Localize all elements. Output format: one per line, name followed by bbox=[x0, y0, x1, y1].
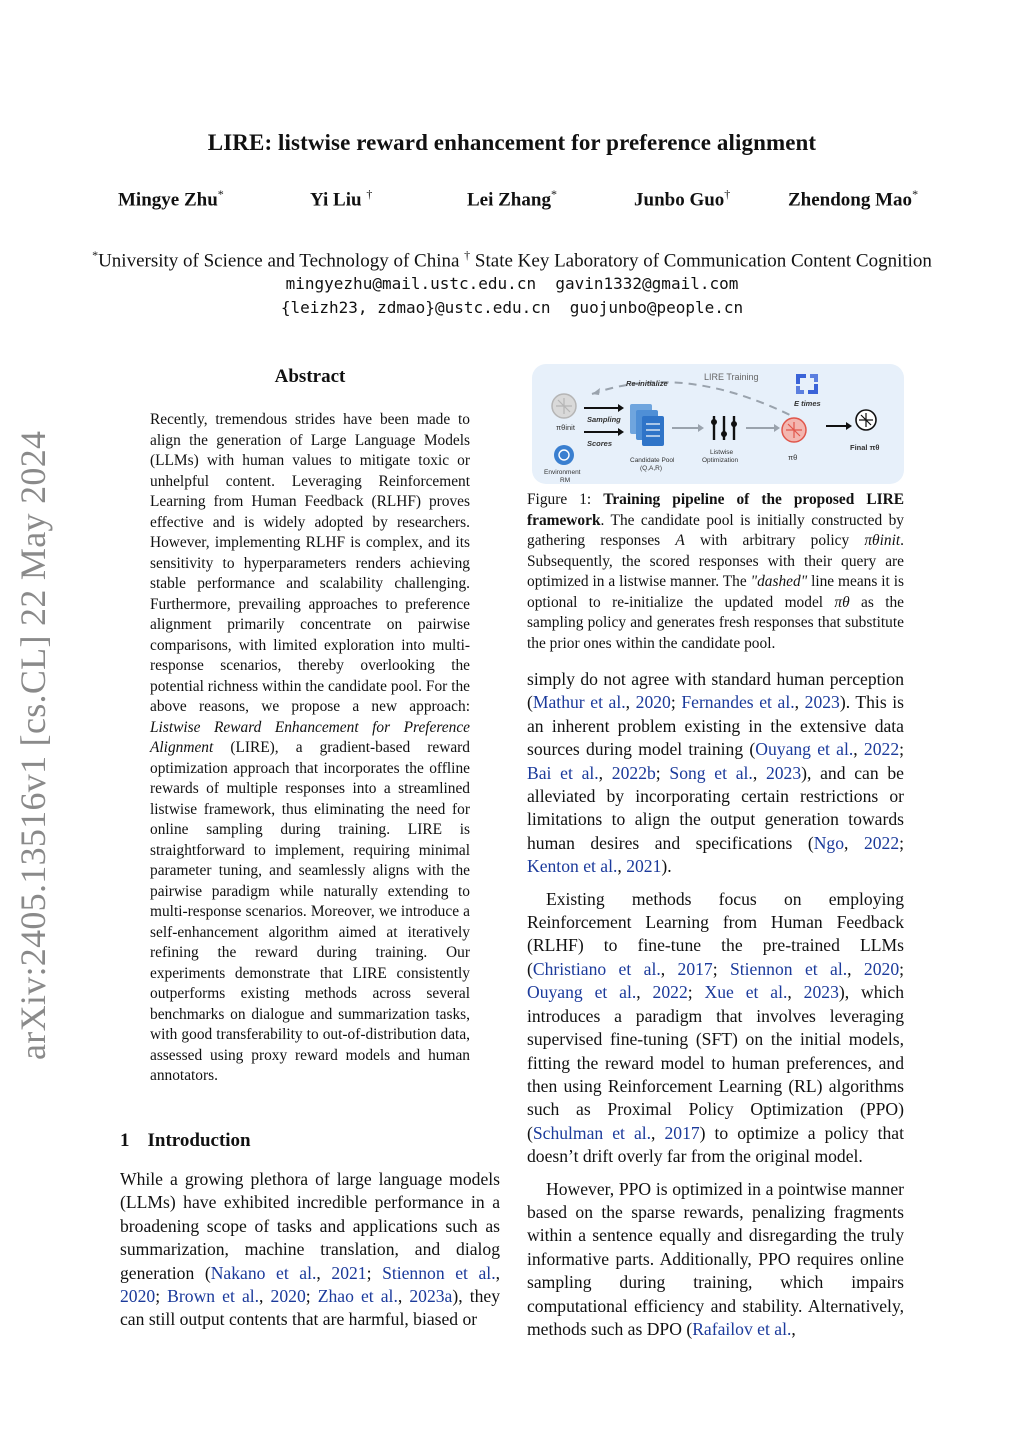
email-line-1: mingyezhu@mail.ustc.edu.cn gavin1332@gmail.com bbox=[285, 274, 739, 293]
refresh-icon bbox=[796, 374, 818, 394]
arxiv-stamp: arXiv:2405.13516v1 [cs.CL] 22 May 2024 bbox=[13, 430, 53, 1060]
scores-label: Scores bbox=[587, 439, 613, 448]
right-paragraph-2: Existing methods focus on employing Reinforcement Learning from Human Feedback (RLHF) to fine-tune the pre-trained LLMs (Christiano et al., 2017; Stiennon et al., 2020; Ouyang et al., 2022; Xue et al., 2023), which introduces a paradigm that involves leveraging supervised fine-tuning (SFT) on the initial models, fitting the reward model to human preferences, and then using Reinforcement Learning (RL) algorithms such as Proximal Policy Optimization (PPO) (Schulman et al., 2017) to optimize a policy that doesn’t drift overly far from the original model. bbox=[527, 888, 904, 1167]
listwise-label: Listwise bbox=[710, 449, 734, 456]
author-5: Zhendong Mao* bbox=[788, 187, 919, 211]
optimization-label: Optimization bbox=[702, 457, 739, 464]
environment-label: Environment bbox=[544, 469, 581, 476]
right-column-body bbox=[527, 668, 904, 1341]
author-4: Junbo Guo† bbox=[634, 187, 731, 211]
affiliations: *University of Science and Technology of China † State Key Laboratory of Communication Content Cognition bbox=[92, 248, 932, 272]
author-3: Lei Zhang* bbox=[467, 187, 557, 211]
author-2: Yi Liu † bbox=[310, 187, 373, 211]
pi-theta-label: πθ bbox=[788, 453, 798, 462]
right-paragraph-1: simply do not agree with standard human perception (Mathur et al., 2020; Fernandes et al., 2023). This is an inherent problem existing in the extensive data sources during model training (Ouyang et al., 2022; Bai et al., 2022b; Song et al., 2023), and can be alleviated by incorporating certain restrictions or limitations to align the output generation towards human desires and specifications (Ngo, 2022; Kenton et al., 2021). bbox=[527, 669, 905, 877]
environment-icon bbox=[554, 445, 574, 465]
rm-label: RM bbox=[560, 477, 571, 484]
lire-training-label: LIRE Training bbox=[704, 372, 759, 382]
intro-paragraph-1: While a growing plethora of large language models (LLMs) have exhibited incredible performance in a broadening scope of tasks and applications such as summarization, machine translation, and dialog generation (Nakano et al., 2021; Stiennon et al., 2020; Brown et al., 2020; Zhao et al., 2023a), they can still output contents that are harmful, biased or bbox=[120, 1169, 501, 1330]
final-pi-label: Final πθ bbox=[850, 443, 880, 452]
pi-init-label: πθinit bbox=[556, 423, 575, 432]
author-1: Mingye Zhu* bbox=[118, 187, 224, 211]
figure-1-caption: Figure 1: Training pipeline of the proposed LIRE framework. The candidate pool is initially constructed by gathering responses A with arbitrary policy πθinit. Subsequently, the scored responses with their query are optimized in a listwise manner. The "dashed" line means it is optional to re-initialize the updated model πθ as the sampling policy and generates fresh responses that substitute the prior ones within the candidate pool. bbox=[527, 491, 904, 652]
pool-label: Candidate Pool bbox=[630, 457, 675, 464]
abstract-body: Recently, tremendous strides have been made to align the generation of Large Language Models (LLMs) with human values to mitigate toxic or unhelpful content. Leveraging Reinforcement Learning from Human Feedback (RLHF) proves effective and is widely adopted by researchers. However, implementing RLHF is complex, and its sensitivity to hyperparameters renders achieving stable performance and scalability challenging. Furthermore, prevailing approaches to preference alignment primarily concentrate on pairwise comparisons, with limited exploration into multi-response scenarios, thereby overlooking the potential richness within the candidate pool. For the above reasons, we propose a new approach: Listwise Reward Enhancement for Preference Alignment (LIRE), a gradient-based reward optimization approach that incorporates the offline rewards of multiple responses into a streamlined listwise framework, thus eliminating the need for online sampling during training. LIRE is straightforward to implement, requiring minimal parameter tuning, and seamlessly aligns with the pairwise paradigm while naturally extending to multi-response scenarios. Moreover, we introduce a self-enhancement algorithm aimed at iteratively refining the reward during training. Our experiments demonstrate that LIRE consistently outperforms existing methods across several benchmarks on dialogue and summarization tasks, with good transferability to out-of-distribution data, assessed using proxy reward models and human annotators. bbox=[150, 411, 470, 1084]
right-paragraph-3: However, PPO is optimized in a pointwise manner based on the sparse rewards, penalizing fragments within a sentence equally and disregarding the truly informative parts. Additionally, PPO requires online sampling during training, which impairs computational efficiency and stability. Alternatively, methods such as DPO (Rafailov et al., bbox=[527, 1178, 904, 1339]
paper-title: LIRE: listwise reward enhancement for preference alignment bbox=[207, 130, 817, 155]
brain-icon-policy bbox=[782, 418, 806, 442]
brain-icon-final bbox=[856, 410, 876, 430]
email-line-2: {leizh23, zdmao}@ustc.edu.cn guojunbo@people.cn bbox=[280, 298, 744, 317]
brain-icon-init bbox=[552, 394, 576, 418]
e-times-label: E times bbox=[794, 399, 821, 408]
sampling-label: Sampling bbox=[587, 415, 621, 424]
sliders-icon bbox=[711, 416, 737, 440]
document-stack-icon bbox=[630, 404, 664, 446]
figure-1-diagram bbox=[532, 364, 904, 484]
abstract-heading: Abstract bbox=[274, 366, 346, 387]
reinit-label: Re-initialize bbox=[626, 379, 668, 388]
section-heading-introduction: 1 Introduction bbox=[120, 1130, 251, 1151]
pool-sub-label: (Q,A,R) bbox=[640, 465, 663, 472]
